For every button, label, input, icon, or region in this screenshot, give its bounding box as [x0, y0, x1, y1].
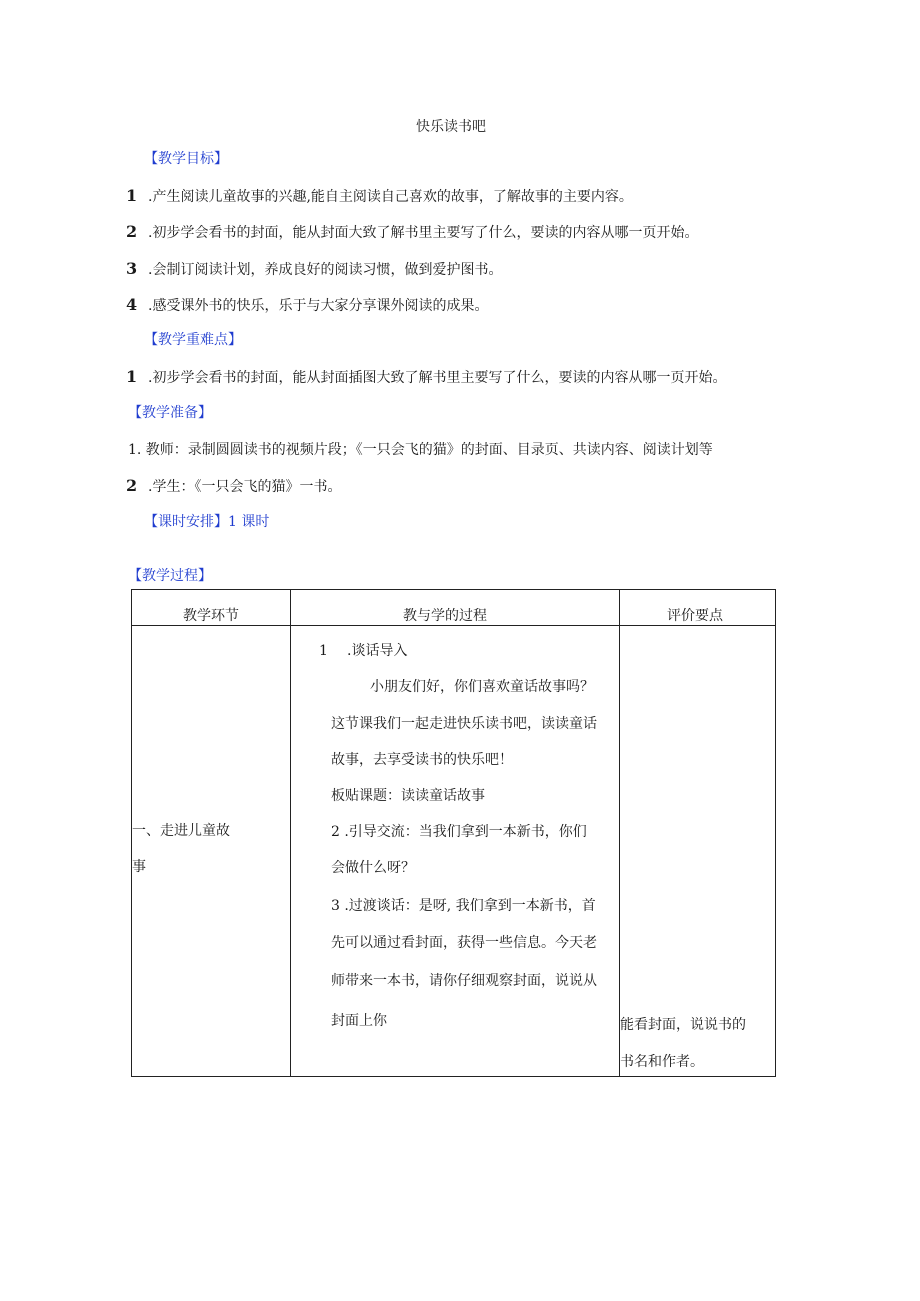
header-process: 教与学的过程: [291, 590, 620, 626]
board-title-line: 板贴课题：读读童话故事: [331, 788, 485, 804]
step-3-line: 先可以通过看封面，获得一些信息。今天老: [331, 935, 597, 951]
objective-text: .感受课外书的快乐，乐于与大家分享课外阅读的成果。: [148, 298, 489, 314]
preparation-item-2: [126, 477, 341, 496]
objectives-heading: 【教学目标】: [144, 151, 228, 167]
objective-number: 1: [126, 186, 138, 205]
step-2-line: 2 .引导交流：当我们拿到一本新书，你们: [331, 824, 587, 840]
page-title: 快乐读书吧: [416, 119, 486, 135]
objective-number: 4: [126, 295, 138, 314]
stage-cell: [132, 626, 291, 1077]
table-header-row: [132, 590, 776, 626]
process-table: [131, 589, 776, 1077]
header-evaluation: 评价要点: [620, 590, 776, 626]
objective-item-1: [126, 187, 633, 206]
preparation-item-1: 1. 教师：录制圆圆读书的视频片段；《一只会飞的猫》的封面、目录页、共读内容、阅读计划等: [128, 442, 713, 458]
objective-text: .产生阅读儿童故事的兴趣,能自主阅读自己喜欢的故事，了解故事的主要内容。: [148, 189, 633, 205]
key-points-heading: 【教学重难点】: [144, 332, 242, 348]
evaluation-line: 能看封面，说说书的: [620, 1017, 746, 1033]
header-stage: 教学环节: [132, 590, 291, 626]
step-3-line: 封面上你: [331, 1013, 387, 1029]
step-3-line: 3 .过渡谈话：是呀, 我们拿到一本新书，首: [331, 898, 596, 914]
key-point-number: 1: [126, 367, 138, 386]
preparation-text: .学生：《一只会飞的猫》一书。: [148, 479, 342, 495]
schedule-line: 【课时安排】1 课时: [144, 514, 270, 530]
step-1-heading: 1 .谈话导入: [319, 643, 408, 659]
stage-text-line: 事: [132, 859, 146, 875]
preparation-heading: 【教学准备】: [128, 405, 212, 421]
stage-text-line: 一、走进儿童故: [132, 823, 230, 839]
evaluation-cell: [620, 626, 776, 1077]
para-line: 小朋友们好，你们喜欢童话故事吗？: [370, 679, 594, 695]
objective-item-4: [126, 296, 488, 315]
objective-text: .会制订阅读计划，养成良好的阅读习惯，做到爱护图书。: [148, 262, 503, 278]
objective-text: .初步学会看书的封面，能从封面大致了解书里主要写了什么，要读的内容从哪一页开始。: [148, 225, 699, 241]
objective-number: 2: [126, 222, 138, 241]
objective-item-2: [126, 223, 698, 242]
para-line: 故事，去享受读书的快乐吧！: [331, 752, 513, 768]
preparation-number: 2: [126, 476, 138, 495]
evaluation-line: 书名和作者。: [620, 1054, 704, 1070]
table-row: [132, 626, 776, 1077]
key-point-text: .初步学会看书的封面，能从封面插图大致了解书里主要写了什么，要读的内容从哪一页开始。: [148, 370, 727, 386]
objective-number: 3: [126, 259, 138, 278]
para-line: 这节课我们一起走进快乐读书吧，读读童话: [331, 716, 597, 732]
step-2-line: 会做什么呀？: [331, 860, 415, 876]
step-3-line: 师带来一本书，请你仔细观察封面，说说从: [331, 973, 597, 989]
objective-item-3: [126, 260, 502, 279]
key-point-item-1: [126, 368, 726, 387]
process-cell: [291, 626, 620, 1077]
process-heading: 【教学过程】: [128, 568, 212, 584]
